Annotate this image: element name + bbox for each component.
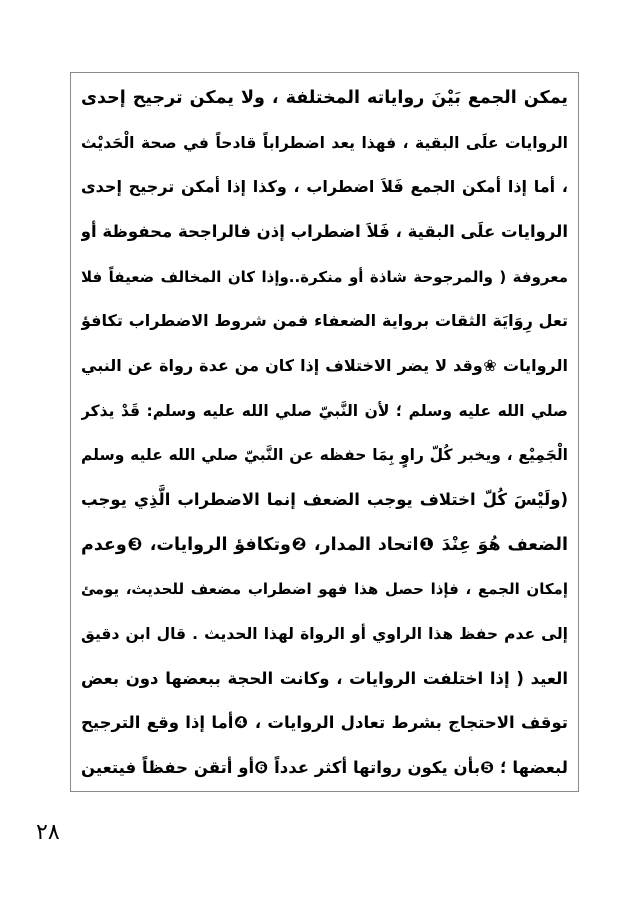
text-line: يمكن الجمع بَيْنَ رواياته المختلفة ، ولا يمكن ترجيح إحدى: [81, 88, 568, 108]
text-line: ، أما إذا أمكن الجمع فَلاَ اضطراب ، وكذا إذا أمكن ترجيح إحدى: [81, 177, 568, 197]
text-line: لبعضها ؛ ❺بأن يكون رواتها أكثر عدداً ❻أو أتقن حفظاً فيتعين: [81, 757, 568, 777]
text-line: توقف الاحتجاج بشرط تعادل الروايات ، ❹أما إذا وقع الترجيح: [81, 713, 568, 733]
text-line: الروايات علَى البقية ، فهذا يعد اضطراباً قادحاً في صحة الْحَديْث: [81, 133, 568, 152]
text-line: الضعف هُوَ عِنْدَ ❶اتحاد المدار، ❷وتكافؤ الروايات، ❸وعدم: [81, 534, 568, 555]
text-line: صلي الله عليه وسلم ؛ لأن النَّبيّ صلي الله عليه وسلم: قَدْ يذكر: [81, 401, 568, 420]
text-line: إلى عدم حفظ هذا الراوي أو الرواة لهذا الحديث . قال ابن دقيق: [81, 624, 568, 643]
text-line: الروايات ❀وقد لا يضر الاختلاف إذا كان من عدة رواة عن النبي: [81, 355, 568, 375]
text-line: تعل رِوَايَة الثقات برواية الضعفاء فمن شروط الاضطراب تكافؤ: [81, 311, 568, 331]
body-text-block: [81, 81, 568, 785]
page-frame: [70, 72, 579, 792]
page-number: ٢٨: [36, 820, 60, 845]
text-line: (ولَيْسَ كُلّ اختلاف يوجب الضعف إنما الاضطراب الَّذِي يوجب: [81, 489, 568, 509]
text-line: معروفة ( والمرجوحة شاذة أو منكرة..وإذا كان المخالف ضعيفاً فلا: [81, 267, 568, 286]
text-line: الروايات علَى البقية ، فَلاَ اضطراب إذن فالراجحة محفوظة أو: [81, 221, 568, 241]
text-line: إمكان الجمع ، فإذا حصل هذا فهو اضطراب مضعف للحديث، يومئ: [81, 580, 568, 599]
text-line: العيد ( إذا اختلفت الروايات ، وكانت الحجة ببعضها دون بعض: [81, 668, 568, 688]
text-line: الْجَمِيْع ، ويخبر كُلّ راوٍ بِمَا حفظه عن النَّبيّ صلي الله عليه وسلم: [81, 446, 568, 465]
